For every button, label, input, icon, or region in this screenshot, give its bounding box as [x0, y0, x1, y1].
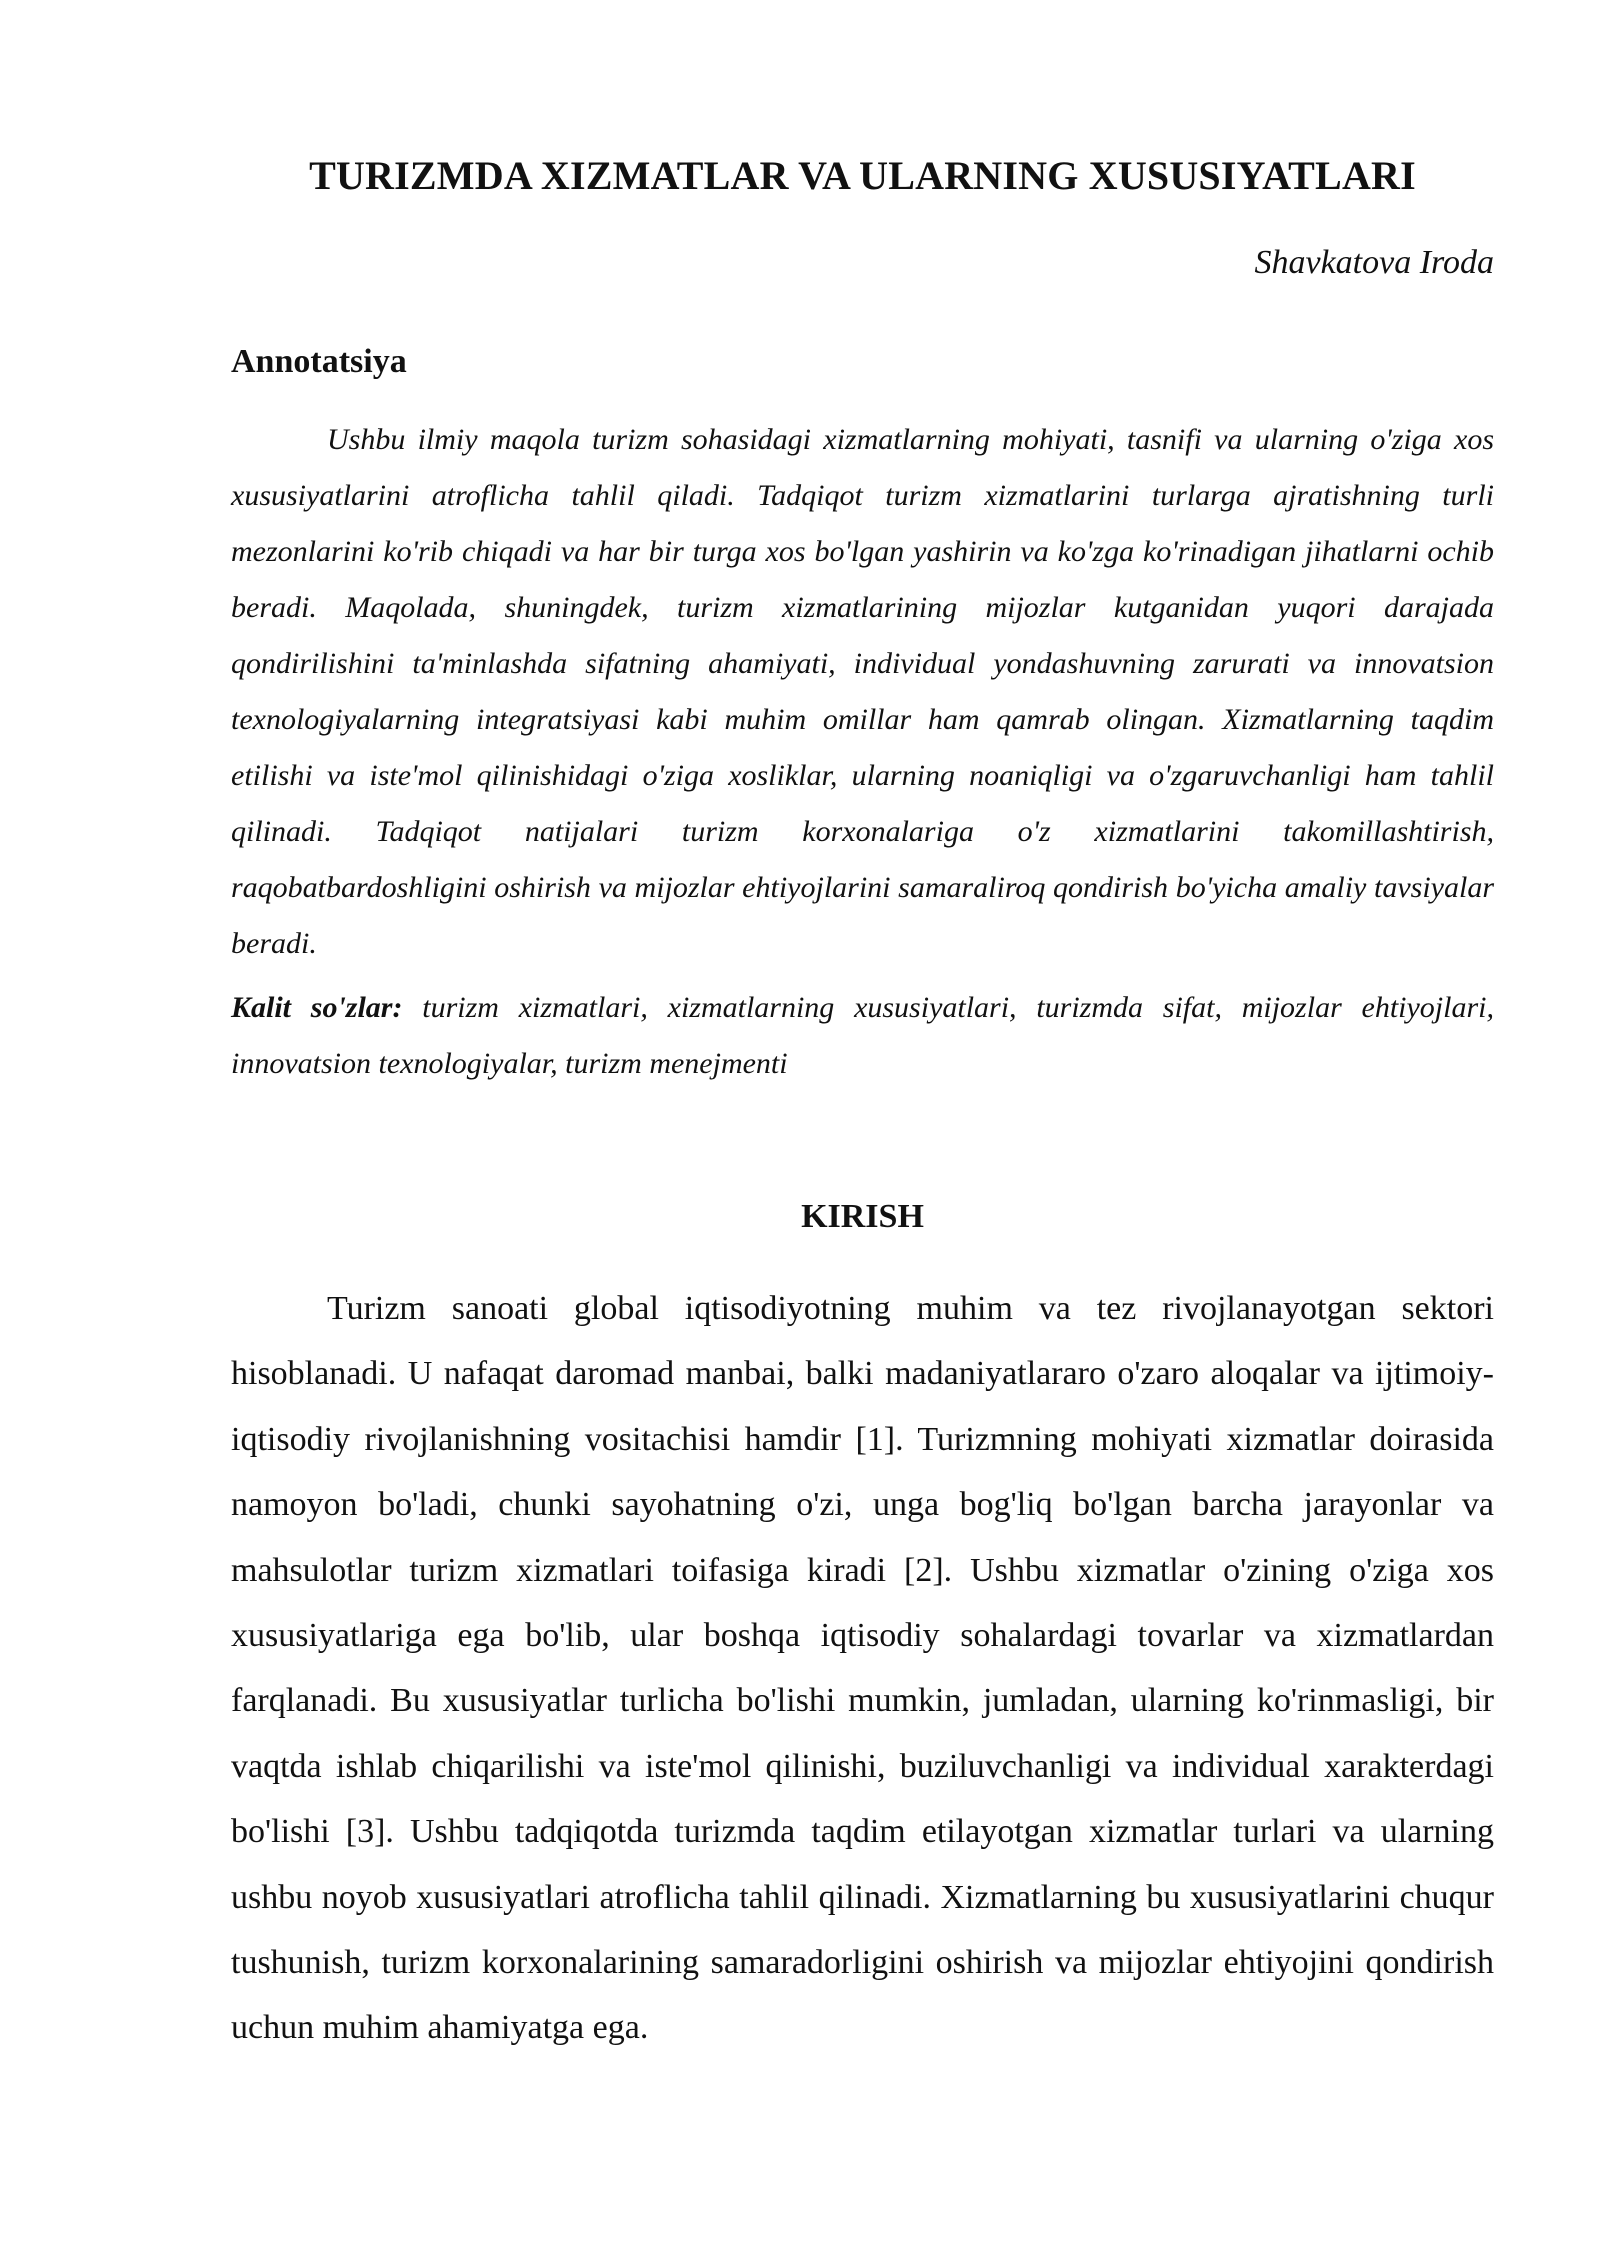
author-name: Shavkatova Iroda [1254, 244, 1494, 281]
keywords-list: turizm xizmatlari, xizmatlarning xususiyatlari, turizmda sifat, mijozlar ehtiyojlari, innovatsion texnologiyalar, turizm menejmenti [231, 991, 1494, 1080]
abstract-heading: Annotatsiya [231, 343, 407, 380]
intro-heading: KIRISH [801, 1198, 924, 1235]
keywords-label: Kalit so'zlar: [231, 991, 403, 1024]
abstract-paragraph: Ushbu ilmiy maqola turizm sohasidagi xizmatlarning mohiyati, tasnifi va ularning o'ziga xos xususiyatlarini atroflicha tahlil qiladi. Tadqiqot turizm xizmatlarini turlarga ajratishning turli mezonlarini ko'rib chiqadi va har bir turga xos bo'lgan yashirin va ko'zga ko'rinadigan jihatlarni ochib beradi. Maqolada, shuningdek, turizm xizmatlarining mijozlar kutganidan yuqori darajada qondirilishini ta'minlashda sifatning ahamiyati, individual yondashuvning zarurati va innovatsion texnologiyalarning integratsiyasi kabi muhim omillar ham qamrab olingan. Xizmatlarning taqdim etilishi va iste'mol qilinishidagi o'ziga xosliklar, ularning noaniqligi va o'zgaruvchanligi ham tahlil qilinadi. Tadqiqot natijalari turizm korxonalariga o'z xizmatlarini takomillashtirish, raqobatbardoshligini oshirish va mijozlar ehtiyojlarini samaraliroq qondirish bo'yicha amaliy tavsiyalar beradi. [231, 423, 1494, 960]
keywords-paragraph [231, 980, 1494, 1092]
intro-paragraph: Turizm sanoati global iqtisodiyotning muhim va tez rivojlanayotgan sektori hisoblanadi. U nafaqat daromad manbai, balki madaniyatlararo o'zaro aloqalar va ijtimoiy-iqtisodiy rivojlanishning vositachisi hamdir [1]. Turizmning mohiyati xizmatlar doirasida namoyon bo'ladi, chunki sayohatning o'zi, unga bog'liq bo'lgan barcha jarayonlar va mahsulotlar turizm xizmatlari toifasiga kiradi [2]. Ushbu xizmatlar o'zining o'ziga xos xususiyatlariga ega bo'lib, ular boshqa iqtisodiy sohalardagi tovarlar va xizmatlardan farqlanadi. Bu xususiyatlar turlicha bo'lishi mumkin, jumladan, ularning ko'rinmasligi, bir vaqtda ishlab chiqarilishi va iste'mol qilinishi, buziluvchanligi va individual xarakterdagi bo'lishi [3]. Ushbu tadqiqotda turizmda taqdim etilayotgan xizmatlar turlari va ularning ushbu noyob xususiyatlari atroflicha tahlil qilinadi. Xizmatlarning bu xususiyatlarini chuqur tushunish, turizm korxonalarining samaradorligini oshirish va mijozlar ehtiyojini qondirish uchun muhim ahamiyatga ega. [231, 1290, 1494, 2047]
paper-title: TURIZMDA XIZMATLAR VA ULARNING XUSUSIYATLARI [309, 153, 1416, 198]
